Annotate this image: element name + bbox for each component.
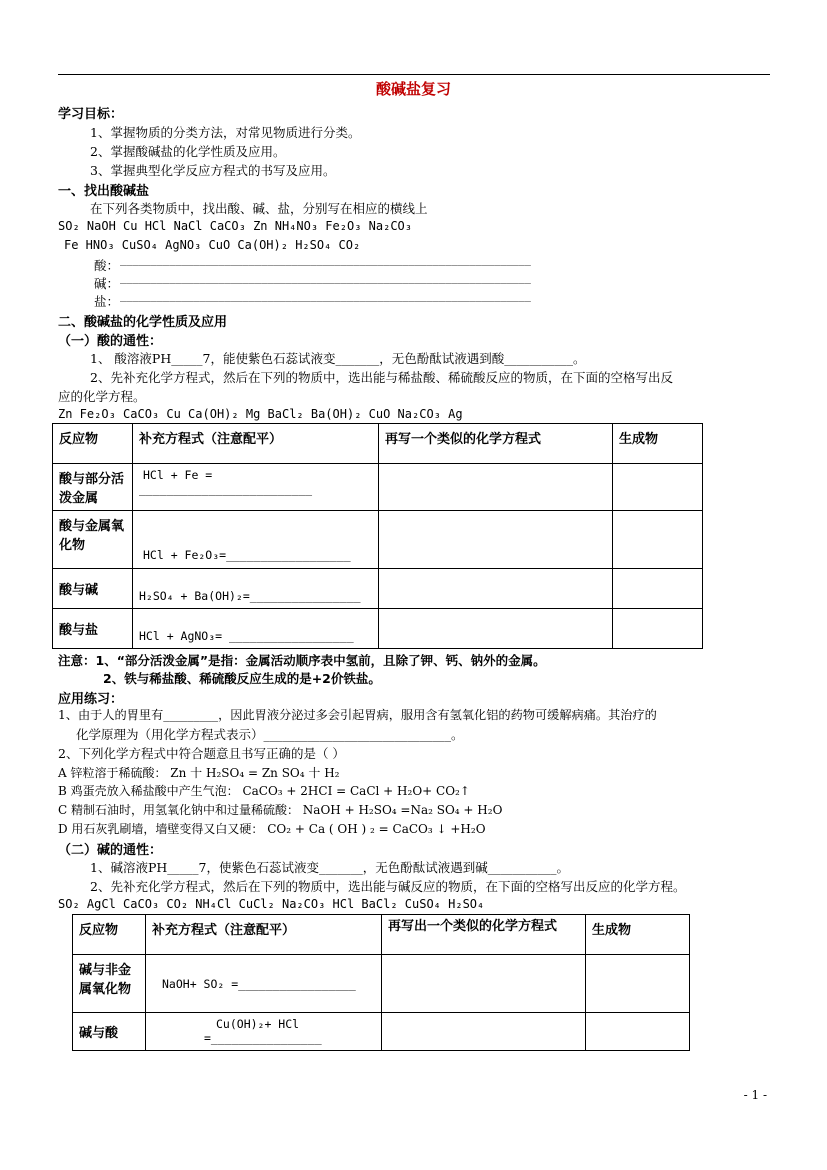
equation-text: HCl + AgNO₃= __________________ xyxy=(139,629,354,643)
equation-text: H₂SO₄ + Ba(OH)₂=________________ xyxy=(139,589,361,603)
similar-equation-cell[interactable] xyxy=(379,464,613,511)
equation-text: NaOH+ SO₂ =_________________ xyxy=(162,976,356,991)
reactant-cell: 碱与非金属氧化物 xyxy=(73,955,146,1013)
equation-blank: =________________ xyxy=(204,1031,322,1045)
base-table-header-products: 生成物 xyxy=(586,915,690,955)
objective-1: 1、掌握物质的分类方法，对常见物质进行分类。 xyxy=(90,125,361,140)
note-1: 注意：1、“部分活泼金属”是指：金属活动顺序表中氢前，且除了钾、钙、钠外的金属。 xyxy=(58,653,546,668)
reactant-cell: 酸与部分活泼金属 xyxy=(53,464,133,511)
section2-heading: 二、酸碱盐的化学性质及应用 xyxy=(58,315,228,330)
equation-cell[interactable] xyxy=(146,1013,382,1051)
acid-reaction-table xyxy=(52,423,703,649)
equation-text: Cu(OH)₂+ HCl xyxy=(216,1017,300,1031)
option-c[interactable]: C 精制石油时，用氢氧化钠中和过量稀硫酸： NaOH + H₂SO₄ =Na₂ SO₄ + H₂O xyxy=(58,803,503,817)
practice-q1-line-1: 1、由于人的胃里有_________，因此胃液分泌过多会引起胃病，服用含有氢氧化铝的药物可缓解病痛。其治疗的 xyxy=(58,708,657,722)
base-question-2: 2、先补充化学方程式，然后在下列的物质中，选出能与碱反应的物质，在下面的空格写出反应的化学方程。 xyxy=(90,879,686,894)
products-cell[interactable] xyxy=(586,955,690,1013)
equation-cell[interactable] xyxy=(133,464,379,511)
products-cell[interactable] xyxy=(613,569,703,609)
reactant-cell: 碱与酸 xyxy=(73,1013,146,1051)
acid-table-header-products: 生成物 xyxy=(613,424,703,464)
base-label: 碱： xyxy=(94,276,120,291)
equation-cell[interactable] xyxy=(133,511,379,569)
option-b[interactable]: B 鸡蛋壳放入稀盐酸中产生气泡： CaCO₃ + 2HCI = CaCl + H₂O+ CO₂↑ xyxy=(58,784,470,798)
section1-instruction: 在下列各类物质中，找出酸、碱、盐，分别写在相应的横线上 xyxy=(90,201,428,216)
base-substances: SO₂ AgCl CaCO₃ CO₂ NH₄Cl CuCl₂ Na₂CO₃ HCl BaCl₂ CuSO₄ H₂SO₄ xyxy=(58,897,485,911)
table-row xyxy=(53,464,703,511)
objective-2: 2、掌握酸碱盐的化学性质及应用。 xyxy=(90,144,286,159)
option-d[interactable]: D 用石灰乳刷墙，墙壁变得又白又硬： CO₂ + Ca ( OH ) ₂ = CaCO₃ ↓ +H₂O xyxy=(58,822,486,836)
equation-cell[interactable] xyxy=(133,609,379,649)
base-reaction-table xyxy=(72,914,690,1051)
substances-row-2: Fe HNO₃ CuSO₄ AgNO₃ CuO Ca(OH)₂ H₂SO₄ CO₂ xyxy=(64,238,361,252)
products-cell[interactable] xyxy=(613,609,703,649)
similar-equation-cell[interactable] xyxy=(379,511,613,569)
table-row xyxy=(73,955,690,1013)
base-question-1: 1、碱溶液PH_____7，使紫色石蕊试液变_______，无色酚酞试液遇到碱___________。 xyxy=(90,860,569,875)
option-a[interactable]: A 锌粒溶于稀硫酸： Zn 十 H₂SO₄ = Zn SO₄ 十 H₂ xyxy=(58,766,340,780)
reactant-cell: 酸与碱 xyxy=(53,569,133,609)
equation-text: HCl + Fe₂O₃=__________________ xyxy=(143,548,351,562)
objectives-heading: 学习目标： xyxy=(58,107,124,122)
equation-cell[interactable] xyxy=(146,955,382,1013)
table-row xyxy=(73,1013,690,1051)
section1-heading: 一、找出酸碱盐 xyxy=(58,184,150,199)
table-row xyxy=(53,511,703,569)
acid-properties-heading: （一）酸的通性： xyxy=(58,334,163,349)
base-table-header-similar: 再写出一个类似的化学方程式 xyxy=(382,915,586,955)
equation-blank: _________________________ xyxy=(139,482,313,496)
table-row xyxy=(53,569,703,609)
top-rule xyxy=(58,74,770,75)
base-table-header-equation: 补充方程式（注意配平） xyxy=(146,915,382,955)
similar-equation-cell[interactable] xyxy=(382,1013,586,1051)
practice-q2: 2、下列化学方程式中符合题意且书写正确的是（ ） xyxy=(58,746,345,761)
practice-q1-line-2: 化学原理为（用化学方程式表示）______________________________。 xyxy=(76,727,464,742)
note-2: 2、铁与稀盐酸、稀硫酸反应生成的是+2价铁盐。 xyxy=(103,671,381,686)
equation-cell[interactable] xyxy=(133,569,379,609)
substances-row-1: SO₂ NaOH Cu HCl NaCl CaCO₃ Zn NH₄NO₃ Fe₂O₃ Na₂CO₃ xyxy=(58,219,413,233)
acid-substances: Zn Fe₂O₃ CaCO₃ Cu Ca(OH)₂ Mg BaCl₂ Ba(OH)₂ CuO Na₂CO₃ Ag xyxy=(58,407,463,421)
equation-text: HCl + Fe = xyxy=(143,468,213,482)
similar-equation-cell[interactable] xyxy=(379,609,613,649)
page-number: - 1 - xyxy=(743,1088,767,1102)
reactant-cell: 酸与金属氧化物 xyxy=(53,511,133,569)
base-properties-heading: （二）碱的通性： xyxy=(58,843,163,858)
products-cell[interactable] xyxy=(586,1013,690,1051)
acid-question-2-line-2: 应的化学方程。 xyxy=(58,389,146,404)
reactant-cell: 酸与盐 xyxy=(53,609,133,649)
table-row xyxy=(53,609,703,649)
acid-question-2-line-1: 2、先补充化学方程式，然后在下列的物质中，选出能与稀盐酸、稀硫酸反应的物质，在下面的空格写出反 xyxy=(90,370,673,385)
acid-table-header-equation: 补充方程式（注意配平） xyxy=(133,424,379,464)
base-table-header-reactant: 反应物 xyxy=(73,915,146,955)
salt-blank[interactable]: ___________________________________________________________________ xyxy=(120,291,531,302)
similar-equation-cell[interactable] xyxy=(379,569,613,609)
base-blank[interactable]: ___________________________________________________________________ xyxy=(120,273,531,284)
objective-3: 3、掌握典型化学反应方程式的书写及应用。 xyxy=(90,163,336,178)
practice-heading: 应用练习： xyxy=(58,692,124,707)
acid-label: 酸： xyxy=(94,258,120,273)
similar-equation-cell[interactable] xyxy=(382,955,586,1013)
products-cell[interactable] xyxy=(613,511,703,569)
salt-label: 盐： xyxy=(94,294,120,309)
acid-blank[interactable]: ___________________________________________________________________ xyxy=(120,255,531,266)
acid-table-header-similar: 再写一个类似的化学方程式 xyxy=(379,424,613,464)
products-cell[interactable] xyxy=(613,464,703,511)
acid-table-header-reactant: 反应物 xyxy=(53,424,133,464)
page-title: 酸碱盐复习 xyxy=(375,80,451,98)
acid-question-1: 1、 酸溶液PH_____7，能使紫色石蕊试液变_______，无色酚酞试液遇到酸___________。 xyxy=(90,351,586,366)
